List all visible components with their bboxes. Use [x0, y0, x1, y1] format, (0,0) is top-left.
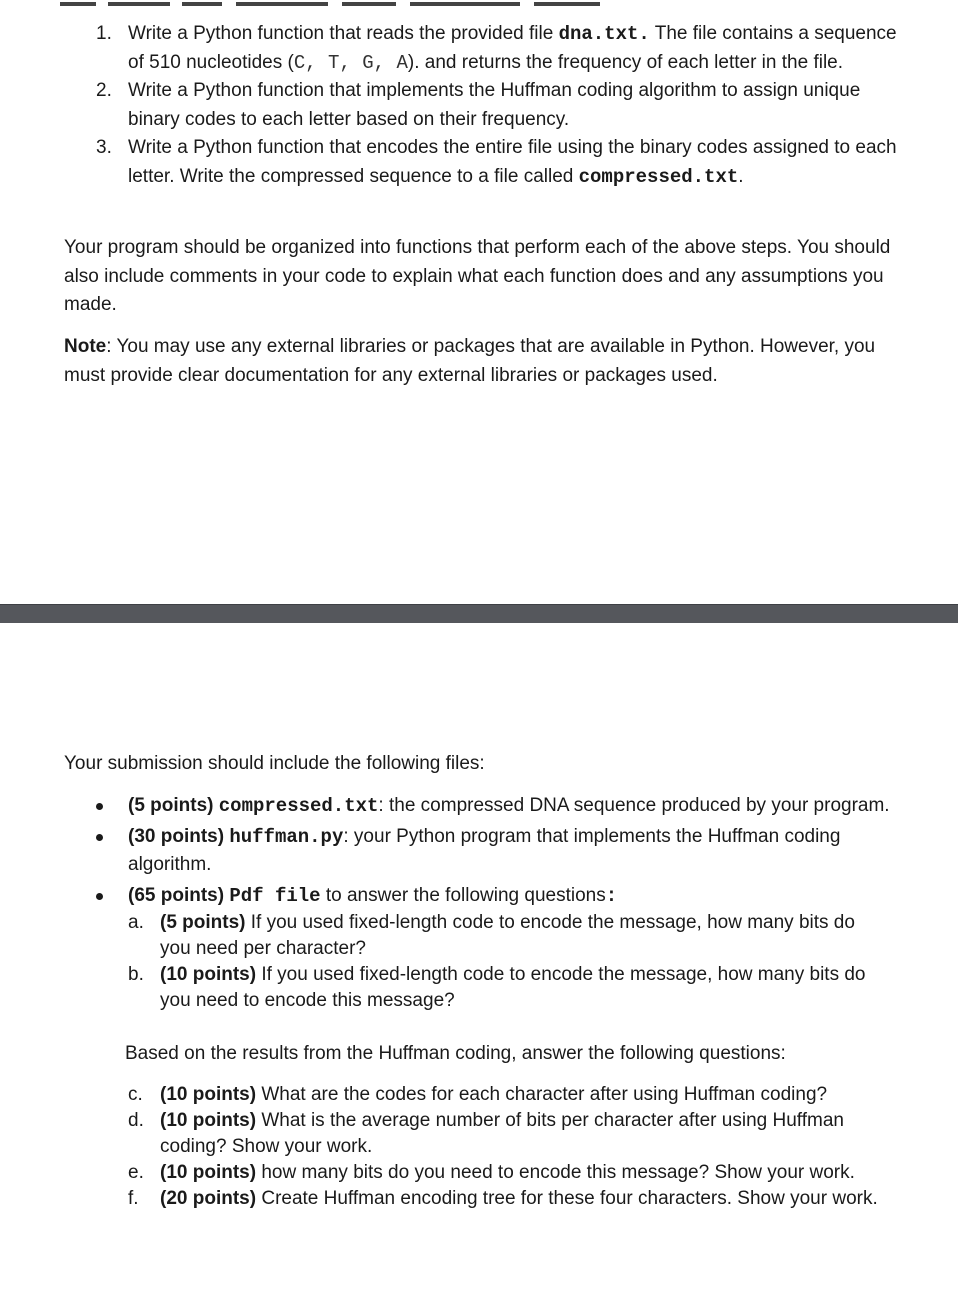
list-item-2: 2. Write a Python function that implements the Huffman coding algorithm to assign unique binary codes to each letter based on their frequency. — [0, 77, 958, 134]
organization-paragraph: Your program should be organized into functions that perform each of the above steps. You should also include comments in your code to explain what each function does and any assumptions you made. — [64, 237, 891, 315]
list-number: 3. — [96, 137, 112, 158]
document-page-bottom — [0, 622, 958, 1298]
question-a: a. (5 points) If you used fixed-length code to encode the message, how many bits do you need per character? — [128, 912, 855, 959]
bullet-dot — [96, 834, 103, 841]
filename-huffman: huffman.py — [229, 826, 344, 848]
submission-list — [0, 792, 958, 1212]
bullet-dot — [96, 803, 103, 810]
question-e: e. (10 points) how many bits do you need to encode this message? Show your work. — [128, 1162, 855, 1183]
filename-compressed: compressed.txt — [218, 795, 379, 817]
nucleotide-letters: C, T, G, A — [293, 51, 408, 74]
question-f: f. (20 points) Create Huffman encoding tree for these four characters. Show your work. — [128, 1188, 878, 1209]
page-separator — [0, 604, 958, 623]
question-d: d. (10 points) What is the average number of bits per character after using Huffman coding? Show your work. — [128, 1110, 844, 1157]
filename-dna: dna.txt. — [558, 23, 650, 45]
note-paragraph: Note: You may use any external libraries or packages that are available in Python. However, you must provide clear documentation for any external libraries or packages used. — [64, 336, 876, 386]
note-label: Note — [64, 336, 107, 357]
question-b: b. (10 points) If you used fixed-length code to encode the message, how many bits do you need to encode this message? — [128, 964, 866, 1011]
bullet-dot — [96, 893, 103, 900]
list-number: 2. — [96, 80, 112, 101]
bullet-item-compressed: (5 points) compressed.txt: the compressed DNA sequence produced by your program. — [0, 792, 958, 820]
submission-intro: Your submission should include the following files: — [64, 753, 485, 774]
bullet-item-pdf: (65 points) Pdf file to answer the following questions: — [0, 882, 958, 910]
list-item-3: 3. Write a Python function that encodes the entire file using the binary codes assigned to each letter. Write the compressed sequence to a file called compressed.txt. — [0, 134, 958, 191]
list-number: 1. — [96, 23, 112, 44]
numbered-list — [0, 20, 958, 191]
question-c: c. (10 points) What are the codes for each character after using Huffman coding? — [128, 1084, 828, 1105]
list-item-1: 1. Write a Python function that reads the provided file dna.txt. The file contains a sequence of 510 nucleotides (C, T, G, A). and returns the frequency of each letter in the file. — [0, 20, 958, 77]
document-page-top — [0, 0, 958, 604]
huffman-intro: Based on the results from the Huffman coding, answer the following questions: — [125, 1043, 786, 1064]
filename-compressed: compressed.txt — [578, 165, 739, 188]
filename-pdf: Pdf file — [229, 885, 321, 907]
bullet-item-huffman: (30 points) huffman.py: your Python program that implements the Huffman coding algorithm. — [0, 823, 958, 879]
